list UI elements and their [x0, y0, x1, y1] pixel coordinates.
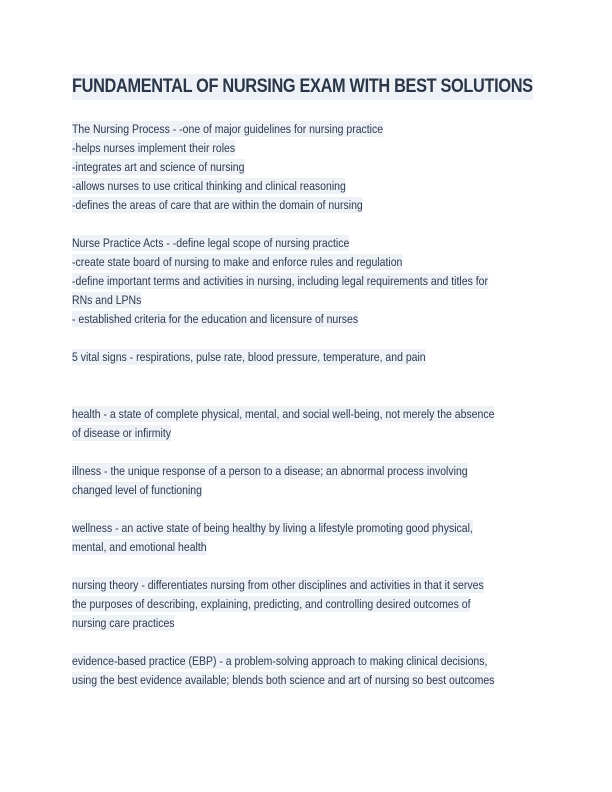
entry-line: -define important terms and activities in nursing, including legal requirements and titles for — [72, 274, 488, 288]
entry-vital-signs — [72, 348, 542, 367]
entry-line: using the best evidence available; blends both science and art of nursing so best outcomes — [72, 673, 495, 687]
document-title: FUNDAMENTAL OF NURSING EXAM WITH BEST SOLUTIONS — [72, 74, 533, 100]
entry-line: -helps nurses implement their roles — [72, 141, 236, 155]
entry-line: 5 vital signs - respirations, pulse rate, blood pressure, temperature, and pain — [72, 350, 426, 364]
entry-illness — [72, 462, 542, 500]
entry-line: mental, and emotional health — [72, 540, 207, 554]
entry-line: illness - the unique response of a person to a disease; an abnormal process involving — [72, 464, 468, 478]
entry-line: health - a state of complete physical, mental, and social well-being, not merely the absence — [72, 407, 495, 421]
entry-line: -integrates art and science of nursing — [72, 160, 245, 174]
entry-line: -defines the areas of care that are within the domain of nursing — [72, 198, 363, 212]
entry-evidence-based-practice — [72, 652, 542, 690]
entry-line: -create state board of nursing to make and enforce rules and regulation — [72, 255, 403, 269]
entry-nursing-process — [72, 120, 542, 215]
entry-nurse-practice-acts — [72, 234, 542, 329]
entry-line: of disease or infirmity — [72, 426, 172, 440]
entry-line: changed level of functioning — [72, 483, 202, 497]
entry-line: evidence-based practice (EBP) - a problem-solving approach to making clinical decisions, — [72, 654, 488, 668]
document-body — [72, 120, 542, 690]
entry-wellness — [72, 519, 542, 557]
entry-line: nursing theory - differentiates nursing from other disciplines and activities in that it serves — [72, 578, 484, 592]
entry-line: Nurse Practice Acts - -define legal scope of nursing practice — [72, 236, 350, 250]
entry-line: RNs and LPNs — [72, 293, 142, 307]
entry-nursing-theory — [72, 576, 542, 633]
entry-line: wellness - an active state of being healthy by living a lifestyle promoting good physical, — [72, 521, 473, 535]
entry-line: -allows nurses to use critical thinking and clinical reasoning — [72, 179, 346, 193]
entry-line: the purposes of describing, explaining, predicting, and controlling desired outcomes of — [72, 597, 471, 611]
entry-line: The Nursing Process - -one of major guidelines for nursing practice — [72, 122, 384, 136]
entry-line: - established criteria for the education and licensure of nurses — [72, 312, 359, 326]
entry-health — [72, 405, 542, 443]
entry-line: nursing care practices — [72, 616, 175, 630]
